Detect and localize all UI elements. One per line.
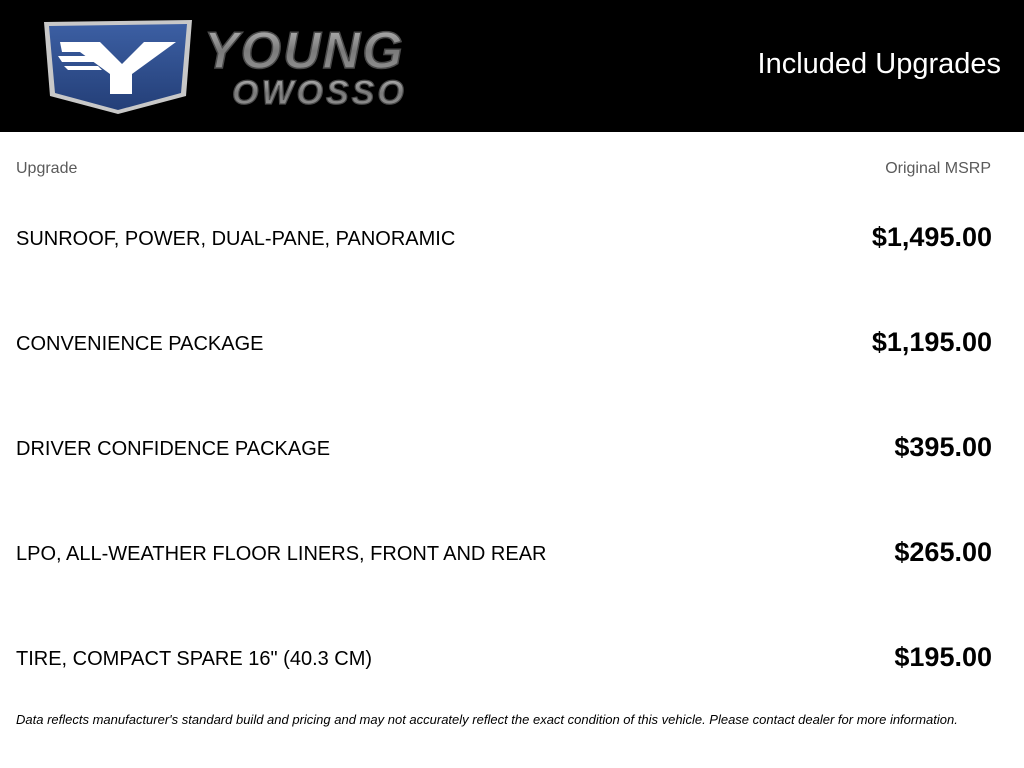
- upgrade-name: DRIVER CONFIDENCE PACKAGE: [16, 438, 331, 460]
- upgrade-price: $395.00: [894, 432, 992, 462]
- upgrade-name: TIRE, COMPACT SPARE 16" (40.3 CM): [16, 648, 373, 670]
- upgrade-row: [16, 533, 992, 573]
- page-header: [0, 0, 1024, 132]
- upgrade-price: $265.00: [894, 537, 992, 567]
- page-title: Included Upgrades: [757, 48, 1001, 80]
- upgrade-row: [16, 428, 992, 468]
- upgrade-price: $195.00: [894, 642, 992, 672]
- disclaimer-text: Data reflects manufacturer's standard build and pricing and may not accurately reflect the exact condition of this vehicle. Please contact dealer for more information.: [16, 712, 958, 727]
- upgrade-row: [16, 218, 992, 258]
- logo-wordmark-young: YOUNG: [204, 22, 405, 80]
- upgrade-name: SUNROOF, POWER, DUAL-PANE, PANORAMIC: [16, 228, 456, 250]
- upgrade-price: $1,195.00: [871, 327, 992, 357]
- upgrade-row: [16, 323, 992, 363]
- column-header-upgrade: Upgrade: [16, 160, 78, 177]
- upgrade-price: $1,495.00: [871, 222, 992, 252]
- dealer-logo: [40, 16, 510, 116]
- column-header-msrp: Original MSRP: [885, 160, 991, 177]
- upgrade-name: CONVENIENCE PACKAGE: [16, 333, 264, 355]
- upgrade-row: [16, 638, 992, 678]
- upgrade-name: LPO, ALL-WEATHER FLOOR LINERS, FRONT AND REAR: [16, 543, 547, 565]
- logo-wordmark-owosso: OWOSSO: [232, 74, 407, 112]
